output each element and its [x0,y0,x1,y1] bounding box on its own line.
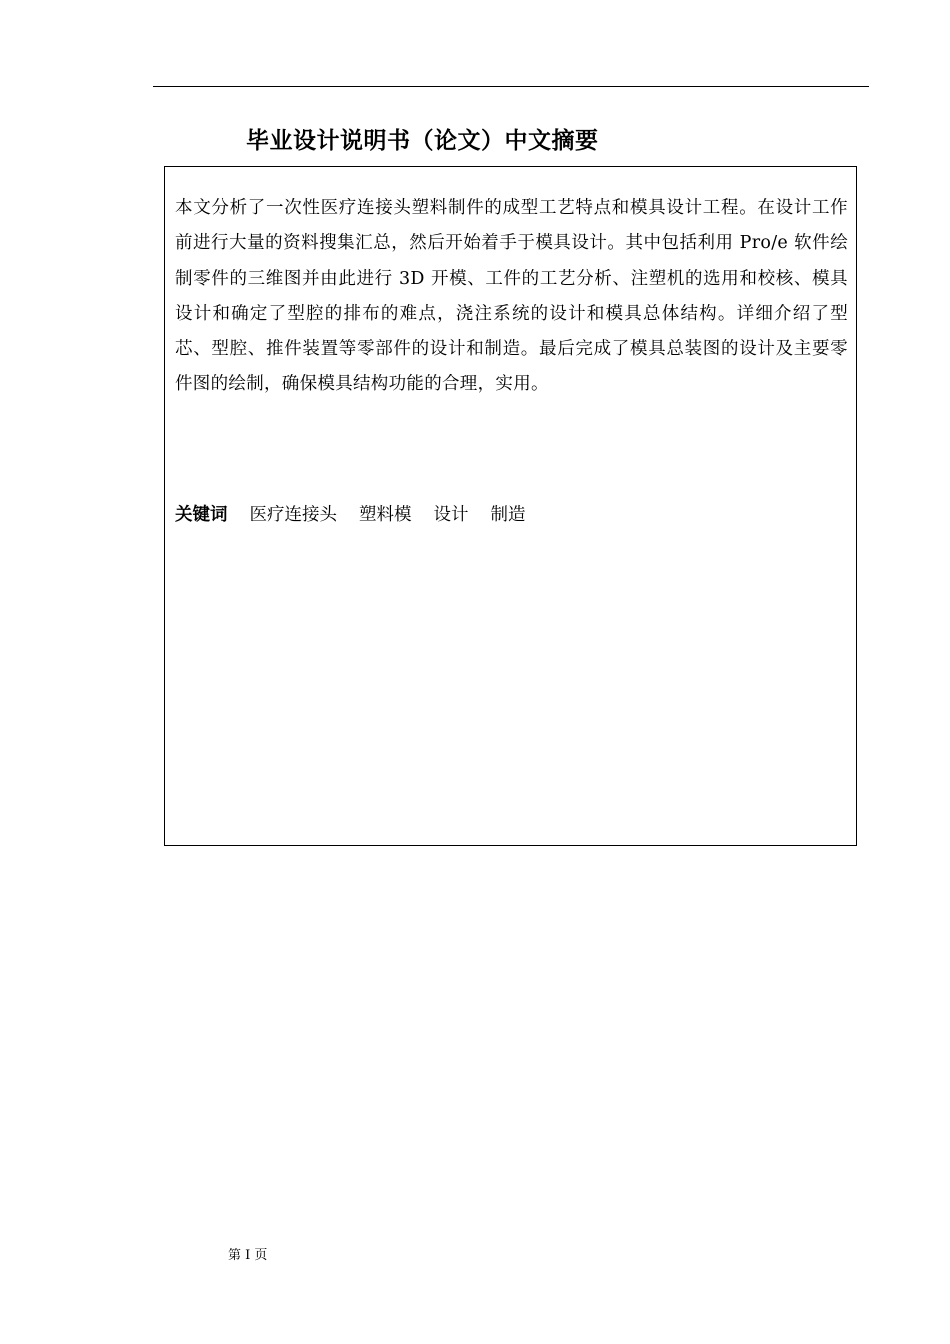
keyword-item: 塑料模 [359,505,412,525]
page-number: 第 I 页 [228,1248,268,1263]
page-title: 毕业设计说明书（论文）中文摘要 [246,128,599,154]
abstract-box [164,166,857,846]
header-rule [153,86,869,87]
keyword-item: 设计 [433,505,469,525]
keywords-label: 关键词 [175,505,228,525]
keywords-line [175,500,548,530]
keyword-item: 制造 [490,505,526,525]
abstract-body: 本文分析了一次性医疗连接头塑料制件的成型工艺特点和模具设计工程。在设计工作前进行大量的资料搜集汇总，然后开始着手于模具设计。其中包括利用 Pro/e 软件绘制零件的三维图并由此进行 3D 开模、工件的工艺分析、注塑机的选用和校核、模具设计和确定了型腔的排布的难点，浇注系统的设计和模具总体结构。详细介绍了型芯、型腔、推件装置等零部件的设计和制造。最后完成了模具总装图的设计及主要零件图的绘制，确保模具结构功能的合理，实用。 [175,198,848,395]
keyword-item: 医疗连接头 [249,505,337,525]
